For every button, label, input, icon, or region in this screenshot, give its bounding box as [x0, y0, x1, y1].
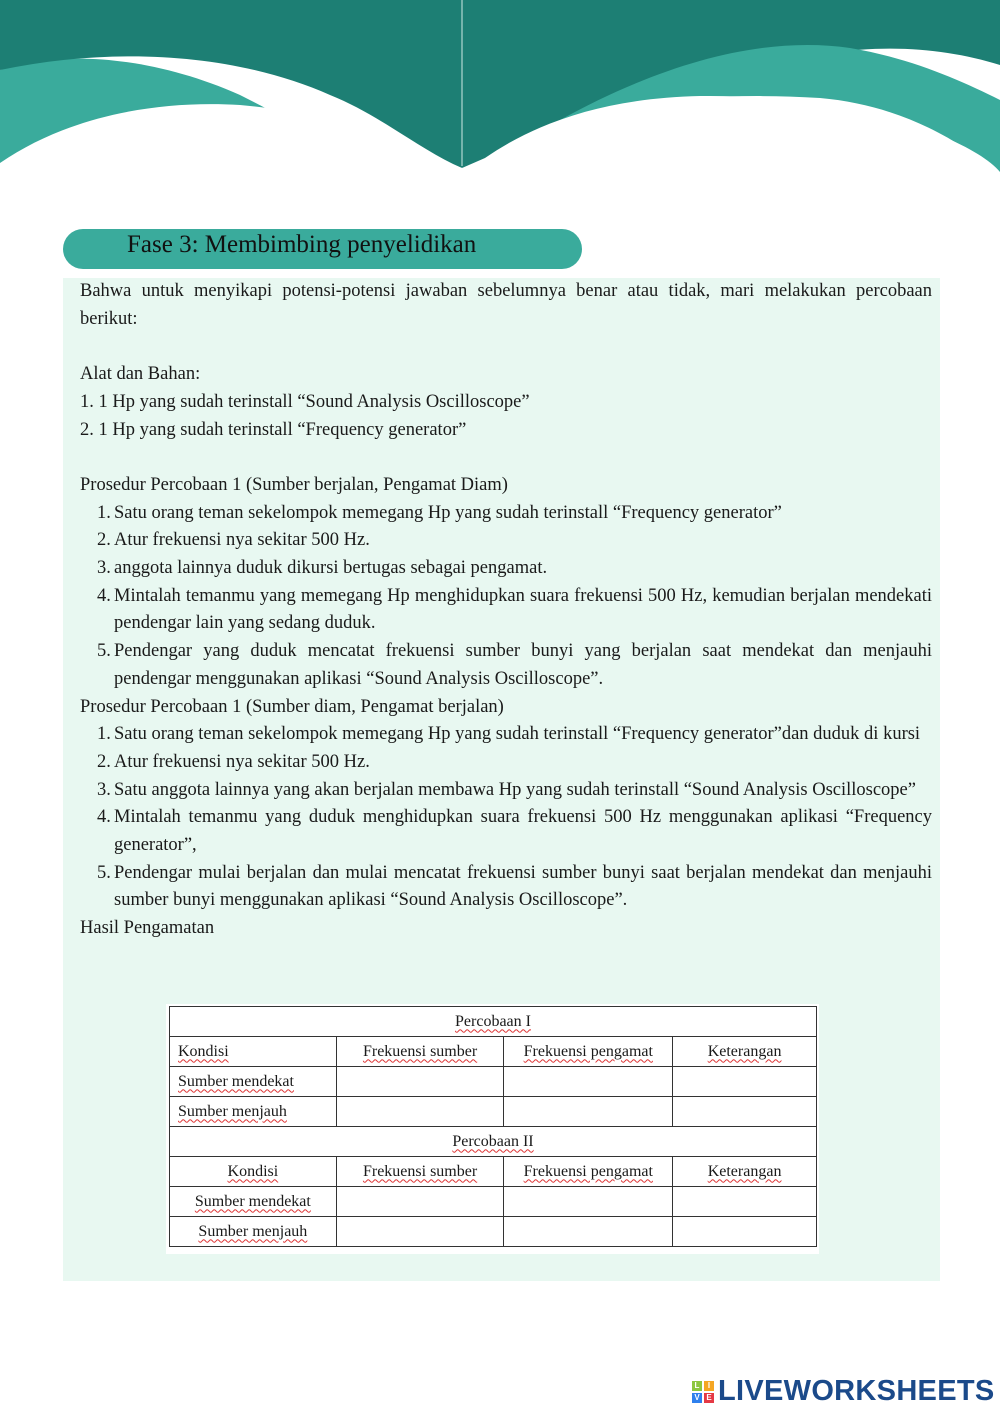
procedure1-step: 2. Atur frekuensi nya sekitar 500 Hz. [97, 530, 370, 551]
table-header-row [170, 1157, 817, 1187]
procedure2-step: 3. Satu anggota lainnya yang akan berjalan membawa Hp yang sudah terinstall “Sound Analysis Oscilloscope” [97, 779, 916, 800]
table-section-title-row [170, 1007, 817, 1037]
header-cell: Frekuensi pengamat [504, 1157, 673, 1187]
condition-cell: Sumber menjauh [170, 1097, 337, 1127]
procedure2-heading: Prosedur Percobaan 1 (Sumber diam, Pengamat berjalan) [80, 696, 504, 717]
procedure2-step: 1. Satu orang teman sekelompok memegang Hp yang sudah terinstall “Frequency generator”dan duduk di kursi [97, 724, 921, 745]
table-header-row [170, 1037, 817, 1067]
procedure2-step: 4. Mintalah temanmu yang duduk menghidupkan suara frekuensi 500 Hz menggunakan aplikasi “Frequency generator”, [97, 807, 932, 856]
answer-cell[interactable] [673, 1217, 817, 1247]
procedure1-steps [80, 500, 932, 694]
procedure2-step: 5. Pendengar mulai berjalan dan mulai mencatat frekuensi sumber bunyi saat berjalan mendekat dan menjauhi sumber bunyi menggunakan aplikasi “Sound Analysis Oscilloscope”. [97, 862, 932, 911]
materials-item: 1. 1 Hp yang sudah terinstall “Sound Analysis Oscilloscope” [80, 391, 530, 412]
materials-heading: Alat dan Bahan: [80, 364, 201, 385]
results-heading: Hasil Pengamatan [80, 918, 215, 939]
answer-cell[interactable] [504, 1217, 673, 1247]
header-cell: Kondisi [170, 1037, 337, 1067]
condition-cell: Sumber menjauh [170, 1217, 337, 1247]
answer-cell[interactable] [336, 1097, 504, 1127]
procedure1-step: 4. Mintalah temanmu yang memegang Hp menghidupkan suara frekuensi 500 Hz, kemudian berjalan mendekati pendengar lain yang sedang duduk. [97, 585, 932, 634]
answer-cell[interactable] [673, 1187, 817, 1217]
condition-cell: Sumber mendekat [170, 1067, 337, 1097]
header-cell: Keterangan [673, 1037, 817, 1067]
phase-title-pill [63, 229, 582, 269]
answer-cell[interactable] [673, 1067, 817, 1097]
logo-tiles-icon: L I V E [692, 1381, 714, 1403]
table-row [170, 1217, 817, 1247]
answer-cell[interactable] [504, 1097, 673, 1127]
answer-cell[interactable] [673, 1097, 817, 1127]
answer-cell[interactable] [504, 1187, 673, 1217]
table-section-title-row [170, 1127, 817, 1157]
procedure1-step: 3. anggota lainnya duduk dikursi bertugas sebagai pengamat. [97, 558, 548, 578]
header-cell: Frekuensi sumber [336, 1037, 504, 1067]
answer-cell[interactable] [336, 1067, 504, 1097]
section-title-cell: Percobaan I [170, 1007, 817, 1037]
results-table [169, 1006, 817, 1247]
intro-paragraph: Bahwa untuk menyikapi potensi-potensi jawaban sebelumnya benar atau tidak, mari melakukan percobaan berikut: [80, 281, 932, 329]
logo-text: LIVEWORKSHEETS [718, 1375, 995, 1407]
procedure1-step: 1. Satu orang teman sekelompok memegang Hp yang sudah terinstall “Frequency generator” [97, 502, 782, 523]
materials-item: 2. 1 Hp yang sudah terinstall “Frequency generator” [80, 419, 467, 440]
header-cell: Frekuensi pengamat [504, 1037, 673, 1067]
header-cell: Keterangan [673, 1157, 817, 1187]
worksheet-body [80, 278, 932, 943]
header-cell: Kondisi [170, 1157, 337, 1187]
table-row [170, 1067, 817, 1097]
condition-cell: Sumber mendekat [170, 1187, 337, 1217]
answer-cell[interactable] [504, 1067, 673, 1097]
header-banner [0, 0, 1000, 200]
answer-cell[interactable] [336, 1187, 504, 1217]
phase-title: Fase 3: Membimbing penyelidikan [127, 231, 477, 258]
results-table-image [166, 1004, 819, 1254]
header-cell: Frekuensi sumber [336, 1157, 504, 1187]
procedure1-step: 5. Pendengar yang duduk mencatat frekuensi sumber bunyi yang berjalan saat mendekat dan menjauhi pendengar menggunakan aplikasi “Sound Analysis Oscilloscope”. [97, 641, 932, 689]
table-row [170, 1097, 817, 1127]
procedure1-heading: Prosedur Percobaan 1 (Sumber berjalan, Pengamat Diam) [80, 474, 508, 495]
procedure2-steps [80, 721, 932, 915]
section-title-cell: Percobaan II [170, 1127, 817, 1157]
procedure2-step: 2. Atur frekuensi nya sekitar 500 Hz. [97, 751, 370, 772]
liveworksheets-logo[interactable] [692, 1375, 995, 1408]
answer-cell[interactable] [336, 1217, 504, 1247]
table-row [170, 1187, 817, 1217]
